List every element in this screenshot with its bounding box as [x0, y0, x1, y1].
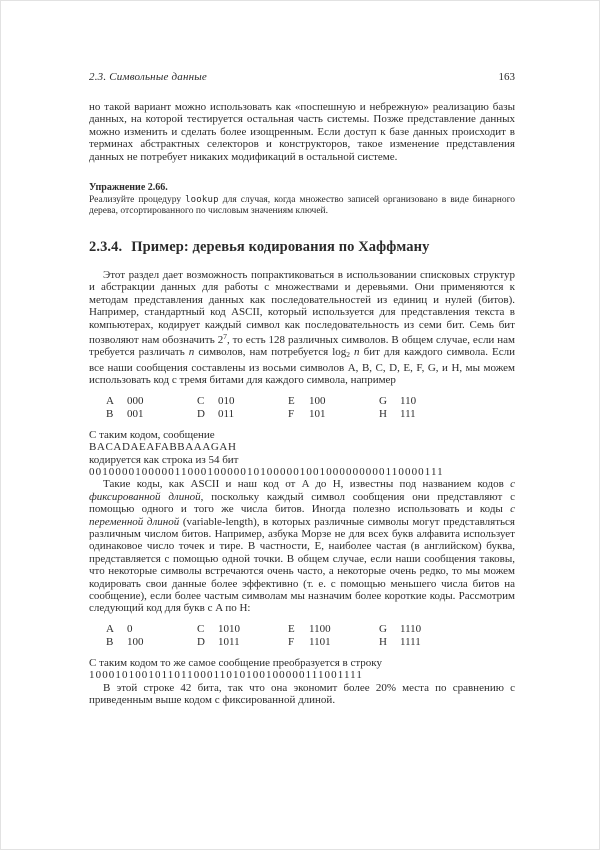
code-letter: B [106, 408, 114, 421]
code-table-row [106, 395, 515, 409]
text-segment: n [188, 346, 195, 359]
text-segment: (variable-length), в которых различные символы могут представляться различным числом битов. Например, азбука Морзе не для всех букв алфавита использует одинаковое число точек и тире. В частности, E, наиболее частая (в английском) буква, представляется с помощью одной точки. В общем случае, если наши сообщения таковы, что некоторые символы встречаются очень часто, а некоторые очень редко, то мы можем кодировать свои данные более эффективно (т. е. с помощью меньшего числа битов на сообщение), если более частым символам мы назначим более короткие коды. Рассмотрим следующий код для букв с A по H: [89, 515, 515, 615]
code-letter: H [379, 636, 387, 649]
running-head-section-title: 2.3. Символьные данные [89, 71, 208, 83]
encoded-bits-42: 100010100101101100011010100100000111001111 [89, 669, 363, 682]
code-value: 1011 [218, 636, 240, 649]
code-letter: H [379, 408, 387, 421]
text-segment: , поскольку каждый символ сообщения они представляют с помощью одного и того же числа битов. Иногда полезно использовать и коды [89, 490, 515, 516]
code-value: 110 [400, 394, 417, 407]
code-letter: C [197, 394, 205, 407]
code-letter: E [288, 394, 295, 407]
text-segment: Реализуйте процедуру [89, 195, 186, 206]
message2-intro-line: С таким кодом то же самое сообщение преобразуется в строку [89, 656, 382, 669]
code-value: 100 [309, 394, 326, 407]
code-value: 100 [127, 636, 144, 649]
exercise-title: Упражнение 2.66. [89, 182, 168, 194]
text-segment: с переменной длиной [89, 503, 515, 528]
variable-length-code-table [106, 623, 515, 650]
paragraph-database-representation: но такой вариант можно использовать как «поспешную и небрежную» реализацию базы данных, на которой тестируется остальная часть системы. Позже представление данных можно изменить и сделать более изощренным. Если доступ к базе данных происходит в терминах абстрактных селекторов и конструкторов, такое изменение представления данных не потребует никаких модификаций в остальной системе. [89, 101, 515, 163]
page-content [89, 71, 515, 706]
code-value: 010 [218, 394, 235, 407]
message-length-line: кодируется как строка из 54 бит [89, 453, 239, 466]
paragraph-variable-length [89, 478, 515, 614]
page-number: 163 [498, 71, 515, 83]
code-table-row [106, 408, 515, 422]
running-head [89, 71, 515, 83]
code-value: 1100 [309, 622, 331, 635]
message-intro-line: С таким кодом, сообщение [89, 428, 215, 441]
code-value: 001 [127, 408, 144, 421]
section-title: Пример: деревья кодирования по Хаффману [131, 239, 430, 256]
text-segment: Такие коды, как ASCII и наш код от A до H, известны под названием кодов [103, 478, 511, 491]
section-heading-huffman [89, 239, 515, 256]
text-segment: lookup [185, 195, 219, 206]
paragraph-savings: В этой строке 42 бита, так что она экономит более 20% места по сравнению с приведенным выше кодом с фиксированной длиной. [89, 681, 515, 706]
code-letter: E [288, 622, 295, 635]
code-value: 1111 [400, 636, 421, 649]
code-letter: G [379, 622, 387, 635]
code-letter: F [288, 636, 295, 649]
code-value: 101 [309, 408, 326, 421]
code-value: 1010 [218, 622, 240, 635]
section-number: 2.3.4. [89, 239, 123, 256]
text-segment: с фиксированной длиной [89, 478, 515, 503]
code-letter: A [106, 622, 114, 635]
code-value: 0 [127, 622, 133, 635]
code-value: 1110 [400, 622, 422, 635]
code-letter: A [106, 394, 114, 407]
paragraph-intro-encoding [89, 269, 515, 387]
text-segment: символов, нам потребуется log [194, 346, 347, 359]
code-letter: G [379, 394, 387, 407]
encoded-bits-54: 001000010000011000100000101000001001000000000110000111 [89, 465, 444, 478]
code-letter: F [288, 408, 295, 421]
code-letter: D [197, 408, 205, 421]
code-letter: B [106, 636, 114, 649]
text-segment: Этот раздел дает возможность попрактиковаться в использовании списковых структур и абстракции данных для работы с множествами и деревьями. Они применяются к методам представления данных как последовательностей из единиц и нулей (битов). Например, стандартный код ASCII, который используется для представления текста в компьютерах, кодирует каждый символ как последовательность из семи бит. Семь бит позволяют нам обозначить 2 [89, 269, 515, 347]
code-letter: D [197, 636, 205, 649]
code-table-row [106, 623, 515, 637]
exercise-2-66 [89, 182, 515, 217]
code-value: 000 [127, 394, 144, 407]
sample-message: BACADAEAFABBAAAGAH [89, 441, 237, 454]
text-segment: n [354, 346, 360, 359]
code-value: 111 [400, 408, 416, 421]
code-letter: C [197, 622, 205, 635]
code-value: 1101 [309, 636, 331, 649]
fixed-length-code-table [106, 395, 515, 422]
text-segment: 7 [223, 332, 227, 342]
text-segment: , то есть 128 различных символов. В общем случае, если нам требуется различать [89, 334, 515, 359]
code-value: 011 [218, 408, 235, 421]
text-segment: 2 [346, 350, 350, 360]
exercise-body [89, 195, 515, 217]
text-segment: для случая, когда множество записей организовано в виде бинарного дерева, отсортированного по числовым значениям ключей. [89, 195, 516, 217]
text-segment: бит для каждого символа. Если все наши сообщения составлены из восьми символов A, B, C, D, E, F, G, и H, мы можем использовать код с тремя битами для каждого символа, например [89, 346, 516, 387]
code-table-row [106, 636, 515, 650]
